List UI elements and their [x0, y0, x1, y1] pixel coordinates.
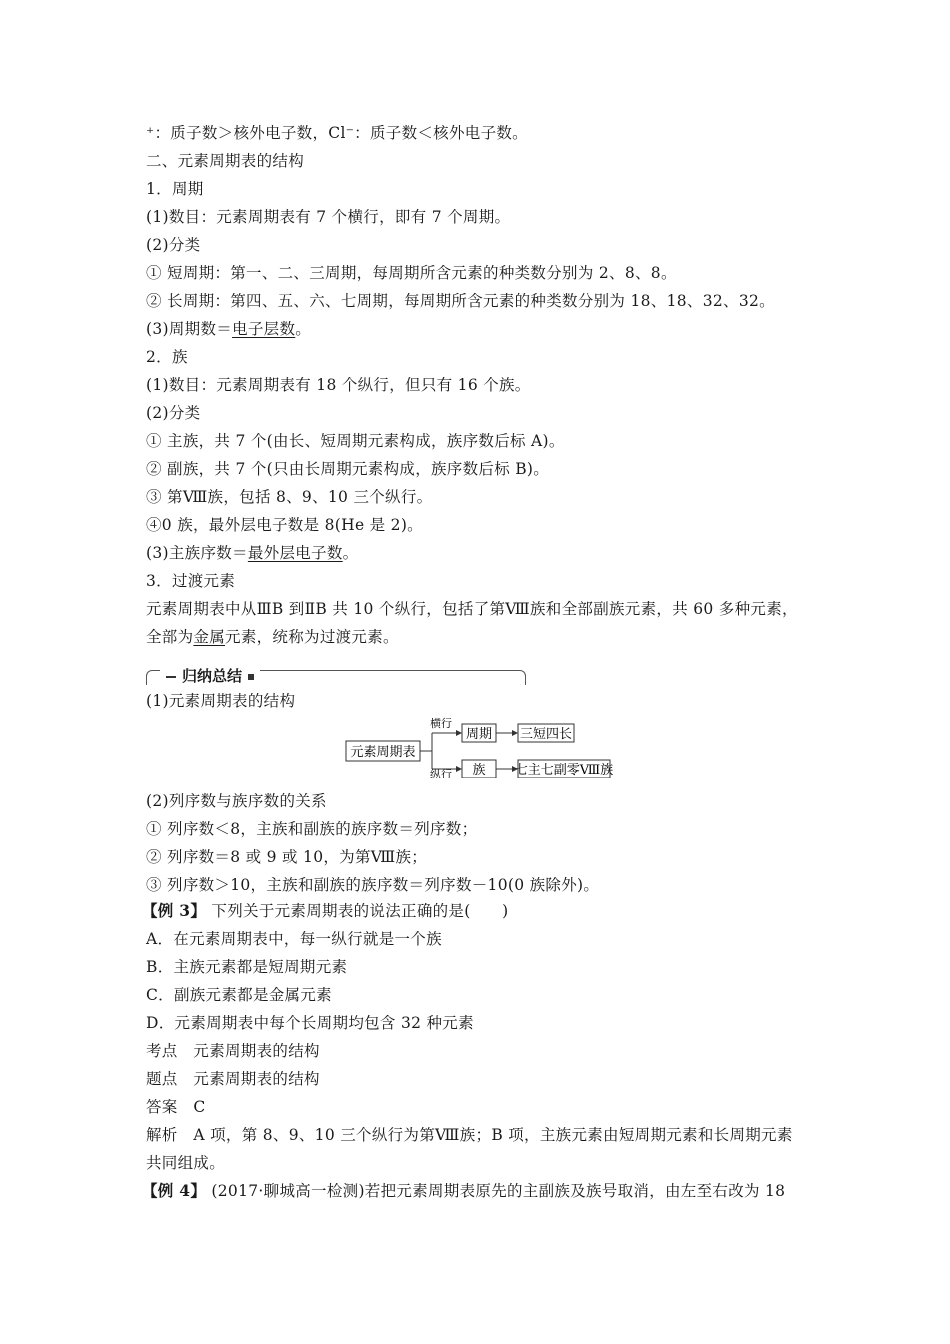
- text-line: ③ 第Ⅷ族，包括 8、9、10 三个纵行。: [146, 488, 433, 506]
- text-line: (1)数目：元素周期表有 7 个横行，即有 7 个周期。: [146, 208, 511, 226]
- text-line: [146, 543, 358, 563]
- underlined-answer: 金属: [193, 628, 226, 646]
- example-tag: 【例 3】: [142, 901, 207, 920]
- analysis-cont: 共同组成。: [146, 1154, 226, 1172]
- text-line: [146, 627, 399, 647]
- summary-tag: [160, 665, 260, 686]
- text-line: (1)数目：元素周期表有 18 个纵行，但只有 16 个族。: [146, 376, 531, 394]
- periodic-table-structure-diagram: [340, 716, 620, 778]
- subsection-heading: 3．过渡元素: [146, 572, 236, 590]
- example-4-question: [142, 1181, 785, 1201]
- subsection-heading: 2．族: [146, 348, 188, 366]
- text-line: (2)列序数与族序数的关系: [146, 792, 327, 810]
- text-line: ① 主族，共 7 个(由长、短周期元素构成，族序数后标 A)。: [146, 432, 565, 450]
- text-line: ③ 列序数＞10，主族和副族的族序数＝列序数－10(0 族除外)。: [146, 876, 600, 894]
- text-line: (2)分类: [146, 236, 201, 254]
- edge-label-top: 横行: [430, 717, 452, 730]
- text-line: (1)元素周期表的结构: [146, 692, 296, 710]
- underlined-answer: 最外层电子数: [247, 544, 343, 562]
- question-text: 下列关于元素周期表的说法正确的是( ): [211, 902, 509, 920]
- underlined-answer: 电子层数: [232, 320, 296, 338]
- text-line: ① 短周期：第一、二、三周期，每周期所含元素的种类数分别为 2、8、8。: [146, 264, 677, 282]
- text-line: ② 列序数＝8 或 9 或 10，为第Ⅷ族；: [146, 848, 428, 866]
- option-d: D．元素周期表中每个长周期均包含 32 种元素: [146, 1014, 474, 1032]
- period-label: 周期: [465, 727, 493, 742]
- text-line: ② 长周期：第四、五、六、七周期，每周期所含元素的种类数分别为 18、18、32、32。: [146, 292, 775, 310]
- text-line: ② 副族，共 7 个(只由长周期元素构成，族序数后标 B)。: [146, 460, 550, 478]
- edge-label-bottom: 纵行: [430, 768, 452, 778]
- subsection-heading: 1．周期: [146, 180, 204, 198]
- arrow-head-icon: [512, 730, 518, 736]
- arrow-head-icon: [456, 766, 462, 772]
- group-label: 族: [472, 763, 486, 778]
- summary-title: 归纳总结: [182, 667, 243, 685]
- text-fragment: 。: [342, 544, 359, 562]
- text-fragment: 。: [295, 320, 312, 338]
- section-heading: 二、元素周期表的结构: [146, 152, 305, 170]
- dash-icon: [166, 676, 176, 678]
- root-label: 元素周期表: [350, 745, 416, 760]
- arrow-head-icon: [456, 730, 462, 736]
- text-line: (2)分类: [146, 404, 201, 422]
- answer: 答案 C: [146, 1098, 206, 1116]
- question-text: (2017·聊城高一检测)若把元素周期表原先的主副族及族号取消，由左至右改为 18: [211, 1182, 786, 1200]
- option-b: B．主族元素都是短周期元素: [146, 958, 348, 976]
- period-leaf-label: 三短四长: [519, 727, 573, 742]
- option-c: C．副族元素都是金属元素: [146, 986, 332, 1004]
- text-fragment: 元素，统称为过渡元素。: [225, 628, 399, 646]
- summary-header: [146, 667, 526, 687]
- text-line: 元素周期表中从ⅢB 到ⅡB 共 10 个纵行，包括了第Ⅷ族和全部副族元素，共 60 多种元素，: [146, 600, 798, 618]
- square-icon: [248, 674, 254, 680]
- text-line: ⁺：质子数＞核外电子数，Cl⁻：质子数＜核外电子数。: [146, 124, 528, 142]
- option-a: A．在元素周期表中，每一纵行就是一个族: [146, 930, 442, 948]
- text-fragment: 全部为: [146, 628, 194, 646]
- analysis: 解析 A 项，第 8、9、10 三个纵行为第Ⅷ族；B 项，主族元素由短周期元素和长周期元素: [146, 1126, 793, 1144]
- text-fragment: (3)主族序数＝: [146, 544, 248, 562]
- group-leaf-label: 七主七副零Ⅷ族: [514, 763, 614, 778]
- example-tag: 【例 4】: [142, 1181, 207, 1200]
- example-3-question: [142, 901, 509, 921]
- text-fragment: (3)周期数＝: [146, 320, 233, 338]
- text-line: [146, 319, 311, 339]
- text-line: ④0 族，最外层电子数是 8(He 是 2)。: [146, 516, 423, 534]
- kaodian: 考点 元素周期表的结构: [146, 1042, 320, 1060]
- tidian: 题点 元素周期表的结构: [146, 1070, 320, 1088]
- text-line: ① 列序数＜8，主族和副族的族序数＝列序数；: [146, 820, 478, 838]
